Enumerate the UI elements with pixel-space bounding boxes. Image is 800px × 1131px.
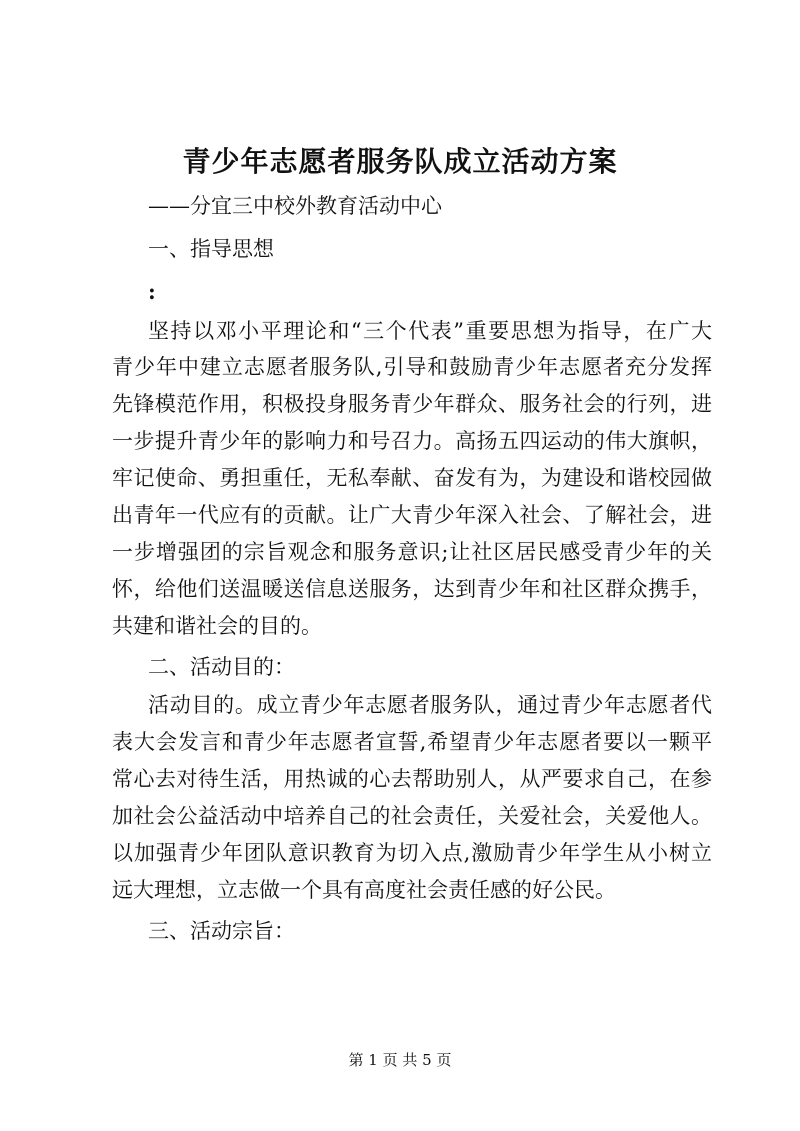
paragraph-line: 怀，给他们送温暖送信息送服务，达到青少年和社区群众携手， [112, 577, 712, 601]
section-heading-activity-purpose: 二、活动目的： [148, 655, 295, 679]
paragraph-line: 一步增强团的宗旨观念和服务意识;让社区居民感受青少年的关 [112, 540, 712, 564]
section-heading-activity-tenet: 三、活动宗旨： [148, 919, 295, 943]
paragraph-line: 加社会公益活动中培养自己的社会责任，关爱社会，关爱他人。 [112, 804, 712, 828]
paragraph-line: 青少年中建立志愿者服务队,引导和鼓励青少年志愿者充分发挥 [112, 355, 712, 379]
paragraph-line: 远大理想，立志做一个具有高度社会责任感的好公民。 [112, 878, 616, 902]
paragraph-line: 共建和谐社会的目的。 [112, 614, 322, 638]
paragraph-line: 先锋模范作用，积极投身服务青少年群众、服务社会的行列，进 [112, 392, 712, 416]
paragraph-line: 以加强青少年团队意识教育为切入点,激励青少年学生从小树立 [112, 841, 712, 865]
paragraph-line: 一步提升青少年的影响力和号召力。高扬五四运动的伟大旗帜， [112, 429, 712, 453]
document-title: 青少年志愿者服务队成立活动方案 [182, 145, 618, 178]
paragraph-line: 表大会发言和青少年志愿者宣誓,希望青少年志愿者要以一颗平 [112, 730, 712, 754]
page-footer: 第 1 页 共 5 页 [348, 1051, 452, 1069]
colon-line: : [148, 279, 156, 304]
paragraph-line: 常心去对待生活，用热诚的心去帮助别人，从严要求自己，在参 [112, 767, 712, 791]
paragraph-line: 出青年一代应有的贡献。让广大青少年深入社会、了解社会，进 [112, 503, 712, 527]
paragraph-line: 活动目的。成立青少年志愿者服务队，通过青少年志愿者代 [148, 693, 712, 717]
paragraph-line: 牢记使命、勇担重任，无私奉献、奋发有为，为建设和谐校园做 [112, 466, 712, 490]
section-heading-guiding-ideology: 一、指导思想 [148, 237, 274, 261]
document-subtitle: ——分宜三中校外教育活动中心 [148, 194, 442, 218]
paragraph-line: 坚持以邓小平理论和“三个代表”重要思想为指导，在广大 [148, 319, 712, 343]
